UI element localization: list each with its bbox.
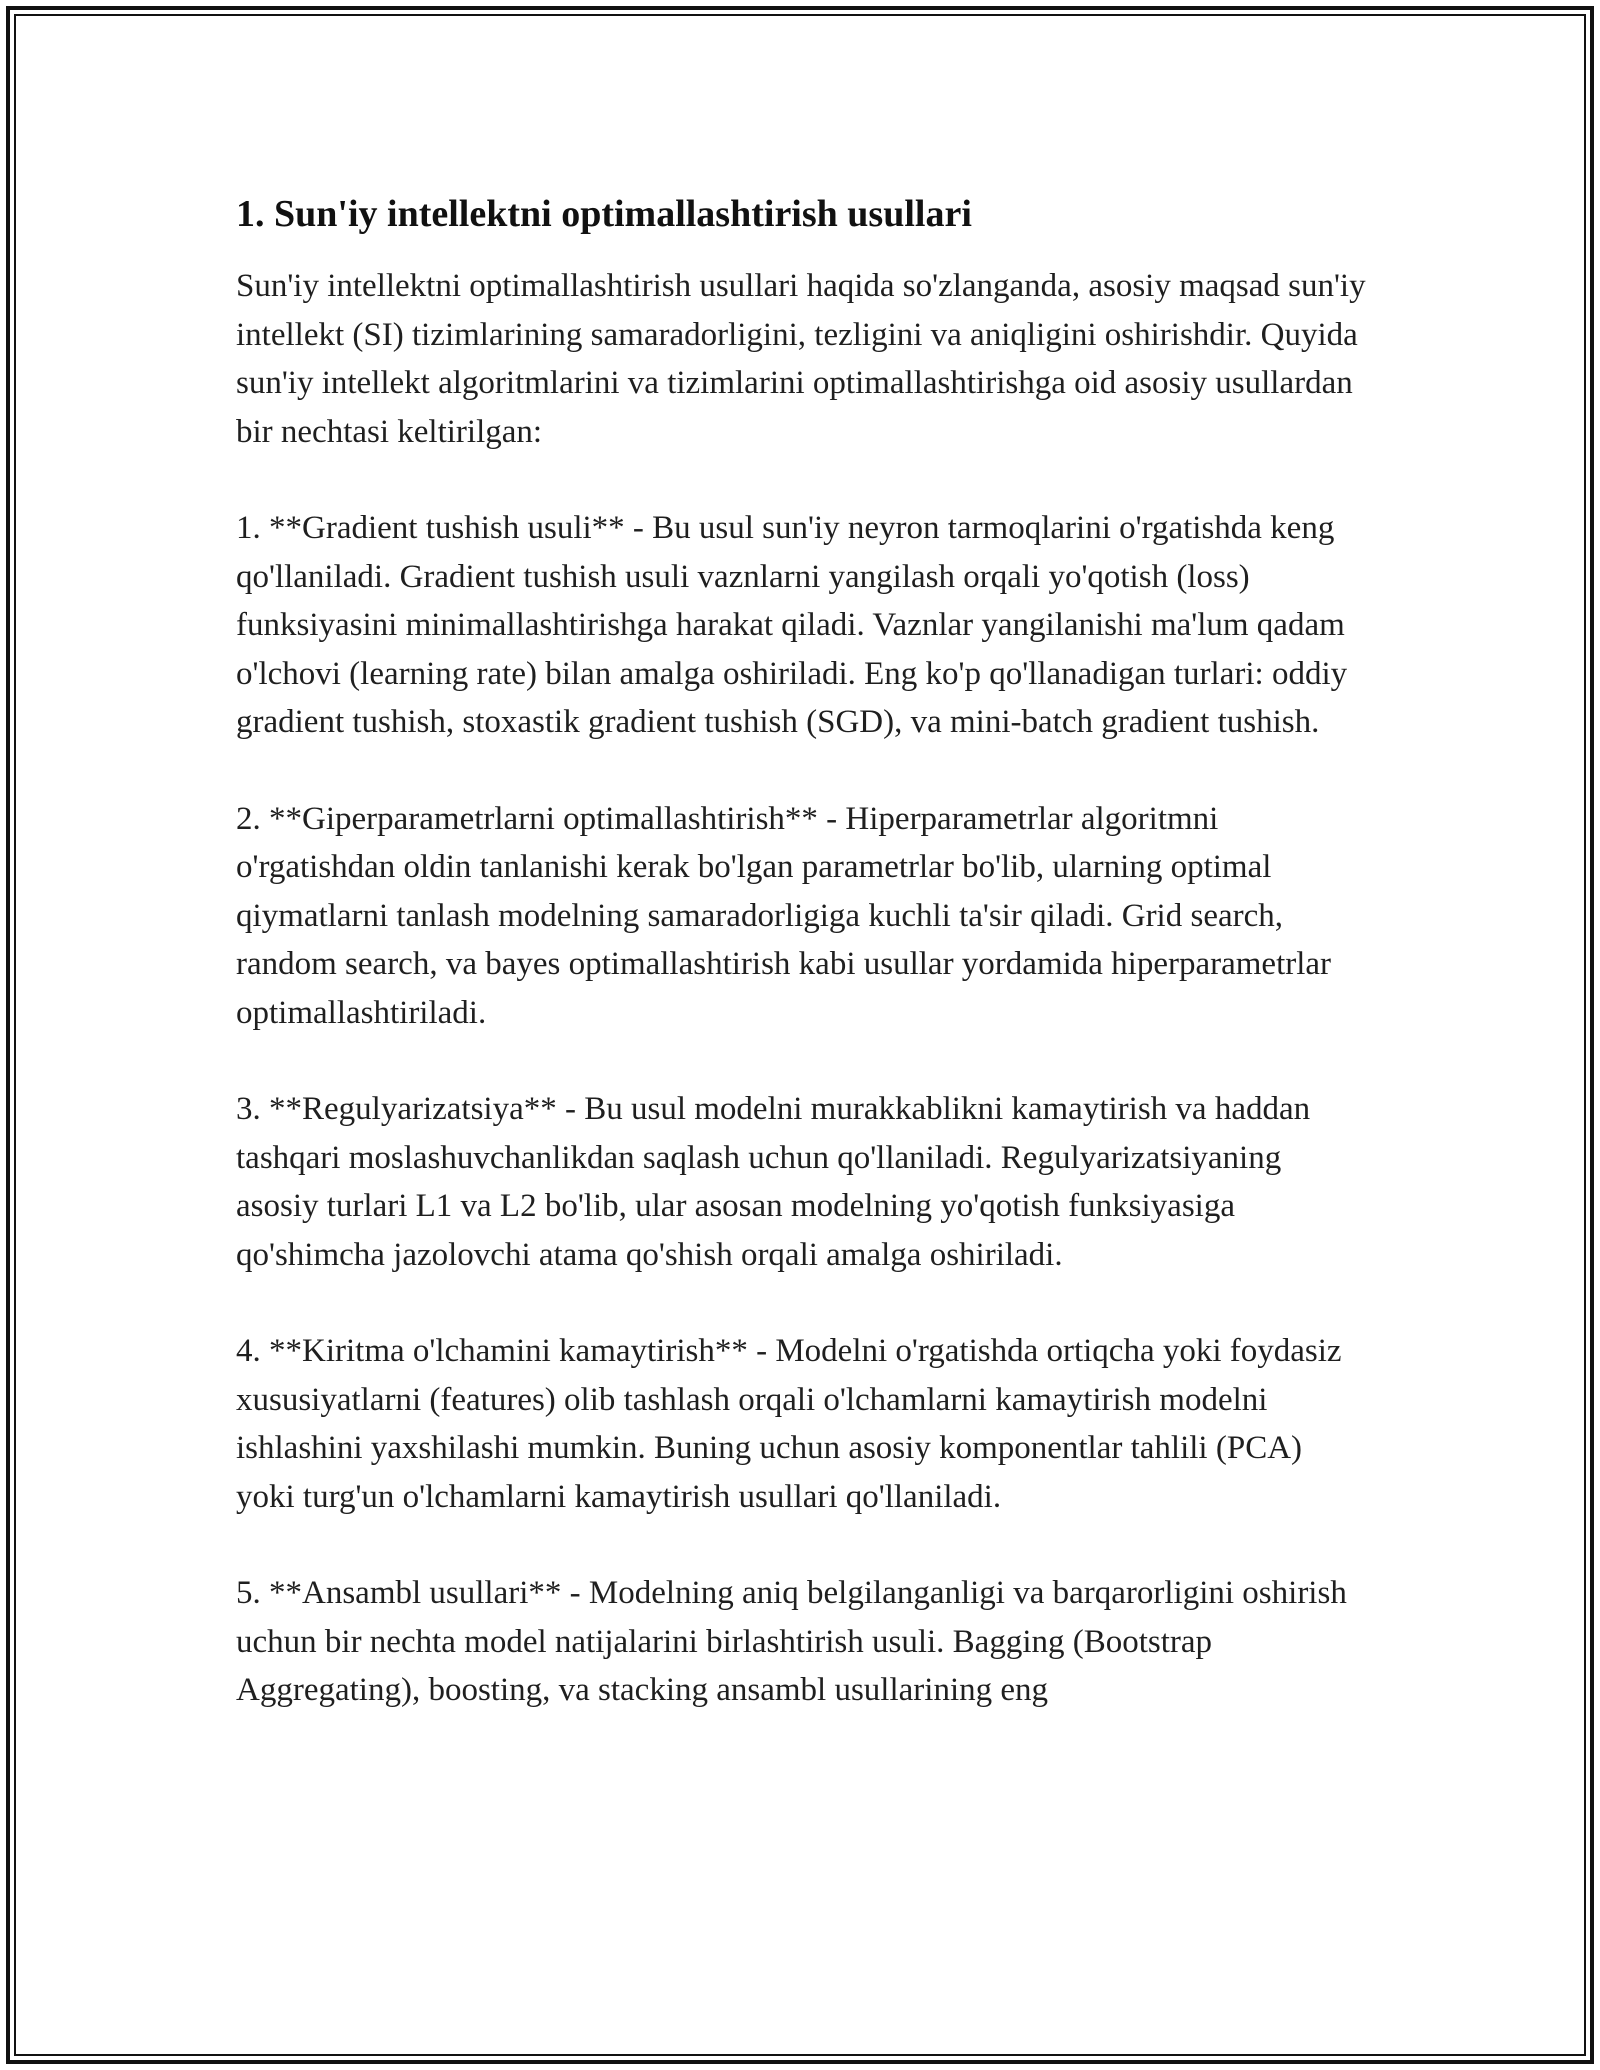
regularization-paragraph: 3. **Regulyarizatsiya** - Bu usul modelni murakkablikni kamaytirish va haddan tashqari moslashuvchanlikdan saqlash uchun qo'llaniladi. Regulyarizatsiyaning asosiy turlari L1 va L2 bo'lib, ular asosan modelning yo'qotish funksiyasiga qo'shimcha jazolovchi atama qo'shish orqali amalga oshiriladi. (236, 1091, 1311, 1273)
dimensionality-reduction-paragraph: 4. **Kiritma o'lchamini kamaytirish** - Modelni o'rgatishda ortiqcha yoki foydasiz xususiyatlarni (features) olib tashlash orqali o'lchamlarni kamaytirish modelni ishlashini yaxshilashi mumkin. Buning uchun asosiy komponentlar tahlili (PCA) yoki turg'un o'lchamlarni kamaytirish usullari qo'llaniladi. (236, 1333, 1342, 1515)
hyperparameter-paragraph: 2. **Giperparametrlarni optimallashtirish** - Hiperparametrlar algoritmni o'rgatishdan oldin tanlanishi kerak bo'lgan parametrlar bo'lib, ularning optimal qiymatlarni tanlash modelning samaradorligiga kuchli ta'sir qiladi. Grid search, random search, va bayes optimallashtirish kabi usullar yordamida hiperparametrlar optimallashtiriladi. (236, 800, 1332, 1031)
document-body (236, 188, 1366, 1763)
ensemble-methods-paragraph: 5. **Ansambl usullari** - Modelning aniq belgilanganligi va barqarorligini oshirish uchun bir nechta model natijalarini birlashtirish usuli. Bagging (Bootstrap Aggregating), boosting, va stacking ansambl usullarining eng (236, 1575, 1347, 1708)
gradient-descent-paragraph: 1. **Gradient tushish usuli** - Bu usul sun'iy neyron tarmoqlarini o'rgatishda keng qo'llaniladi. Gradient tushish usuli vaznlarni yangilash orqali yo'qotish (loss) funksiyasini minimallashtirishga harakat qiladi. Vaznlar yangilanishi ma'lum qadam o'lchovi (learning rate) bilan amalga oshiriladi. Eng ko'p qo'llanadigan turlari: oddiy gradient tushish, stoxastik gradient tushish (SGD), va mini-batch gradient tushish. (236, 510, 1348, 740)
page-title: 1. Sun'iy intellektni optimallashtirish usullari (236, 193, 972, 235)
intro-paragraph: Sun'iy intellektni optimallashtirish usullari haqida so'zlanganda, asosiy maqsad sun'iy intellekt (SI) tizimlarining samaradorligini, tezligini va aniqligini oshirishdir. Quyida sun'iy intellekt algoritmlarini va tizimlarini optimallashtirishga oid asosiy usullardan bir nechtasi keltirilgan: (236, 268, 1366, 450)
